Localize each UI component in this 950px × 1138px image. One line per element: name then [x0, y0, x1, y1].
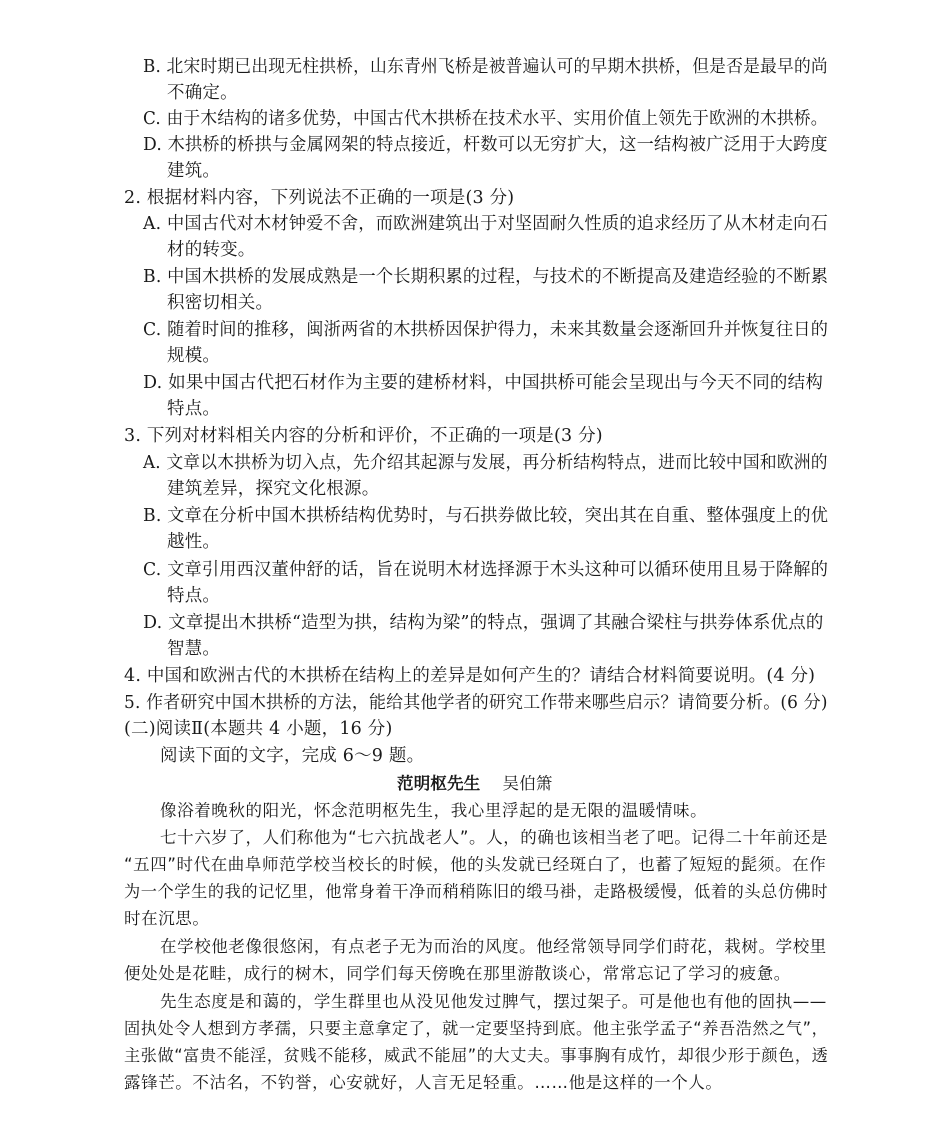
q2-option-a-line1: A. 中国古代对木材钟爱不舍，而欧洲建筑出于对坚固耐久性质的追求经历了从木材走向石 — [143, 214, 828, 234]
q3-option-a-line2: 建筑差异，探究文化根源。 — [167, 479, 380, 499]
article-p4-line4: 露锋芒。不沽名，不钓誉，心安就好，人言无足轻重。……他是这样的一个人。 — [124, 1073, 723, 1092]
q2-option-c-line2: 规模。 — [167, 346, 221, 366]
article-p2-line3: 为一个学生的我的记忆里，他常身着干净而稍稍陈旧的缎马褂，走路极缓慢，低着的头总仿佛时 — [124, 882, 829, 901]
section-reading-2-heading: (二)阅读Ⅱ(本题共 4 小题，16 分) — [124, 719, 393, 739]
article-author: 吴伯箫 — [502, 774, 553, 793]
article-title-line — [397, 771, 553, 797]
q3-option-c-line2: 特点。 — [167, 586, 221, 606]
q3-option-b-line2: 越性。 — [167, 532, 221, 552]
q2-option-d-line2: 特点。 — [167, 399, 221, 419]
q5-question: 5. 作者研究中国木拱桥的方法，能给其他学者的研究工作带来哪些启示？请简要分析。(6 分) — [124, 693, 828, 713]
q3-option-d-line1: D. 文章提出木拱桥“造型为拱，结构为梁”的特点，强调了其融合梁柱与拱券体系优点的 — [143, 613, 824, 633]
q1-option-c: C. 由于木结构的诸多优势，中国古代木拱桥在技术水平、实用价值上领先于欧洲的木拱桥。 — [143, 109, 828, 129]
q2-option-a-line2: 材的转变。 — [167, 240, 256, 260]
q2-option-c-line1: C. 随着时间的推移，闽浙两省的木拱桥因保护得力，未来其数量会逐渐回升并恢复往日的 — [143, 320, 829, 340]
q3-option-a-line1: A. 文章以木拱桥为切入点，先介绍其起源与发展，再分析结构特点，进而比较中国和欧洲的 — [143, 453, 828, 473]
article-title: 范明枢先生 — [397, 774, 481, 793]
q3-option-b-line1: B. 文章在分析中国木拱桥结构优势时，与石拱券做比较，突出其在自重、整体强度上的优 — [143, 506, 829, 526]
q1-option-b-line2: 不确定。 — [167, 83, 238, 103]
article-p4-line1: 先生态度是和蔼的，学生群里也从没见他发过脾气，摆过架子。可是他也有他的固执—— — [160, 992, 827, 1011]
q2-option-b-line1: B. 中国木拱桥的发展成熟是一个长期积累的过程，与技术的不断提高及建造经验的不断累 — [143, 267, 829, 287]
q3-stem: 3. 下列对材料相关内容的分析和评价，不正确的一项是(3 分) — [124, 426, 603, 446]
q3-option-c-line1: C. 文章引用西汉董仲舒的话，旨在说明木材选择源于木头这种可以循环使用且易于降解的 — [143, 560, 829, 580]
article-p2-line4: 时在沉思。 — [124, 909, 210, 928]
article-p3-line2: 便处处是花畦，成行的树木，同学们每天傍晚在那里游散谈心，常常忘记了学习的疲惫。 — [124, 964, 791, 983]
article-p3-line1: 在学校他老像很悠闲，有点老子无为而治的风度。他经常领导同学们莳花，栽树。学校里 — [160, 937, 827, 956]
q3-option-d-line2: 智慧。 — [167, 639, 221, 659]
q1-option-b-line1: B. 北宋时期已出现无柱拱桥，山东青州飞桥是被普遍认可的早期木拱桥，但是否是最早的尚 — [143, 57, 828, 77]
q1-option-d-line1: D. 木拱桥的桥拱与金属网架的特点接近，杆数可以无穷扩大，这一结构被广泛用于大跨度 — [143, 135, 828, 155]
article-p2-line2: “五四”时代在曲阜师范学校当校长的时候，他的头发就已经斑白了，也蓄了短短的髭须。在作 — [124, 855, 827, 874]
article-p2-line1: 七十六岁了，人们称他为“七六抗战老人”。人，的确也该相当老了吧。记得二十年前还是 — [160, 828, 829, 847]
q2-option-d-line1: D. 如果中国古代把石材作为主要的建桥材料，中国拱桥可能会呈现出与今天不同的结构 — [143, 373, 824, 393]
q2-option-b-line2: 积密切相关。 — [167, 293, 274, 313]
q4-question: 4. 中国和欧洲古代的木拱桥在结构上的差异是如何产生的？请结合材料简要说明。(4 分) — [124, 666, 816, 686]
reading-instruction: 阅读下面的文字，完成 6～9 题。 — [160, 746, 425, 766]
article-p1: 像浴着晚秋的阳光，怀念范明枢先生，我心里浮起的是无限的温暖情味。 — [160, 801, 708, 820]
q2-stem: 2. 根据材料内容，下列说法不正确的一项是(3 分) — [124, 188, 515, 208]
article-p4-line2: 固执处令人想到方孝孺，只要主意拿定了，就一定要坚持到底。他主张学孟子“养吾浩然之气”， — [124, 1019, 829, 1038]
q1-option-d-line2: 建筑。 — [167, 161, 221, 181]
article-p4-line3: 主张做“富贵不能淫，贫贱不能移，威武不能屈”的大丈夫。事事胸有成竹，却很少形于颜色，透 — [124, 1046, 829, 1065]
